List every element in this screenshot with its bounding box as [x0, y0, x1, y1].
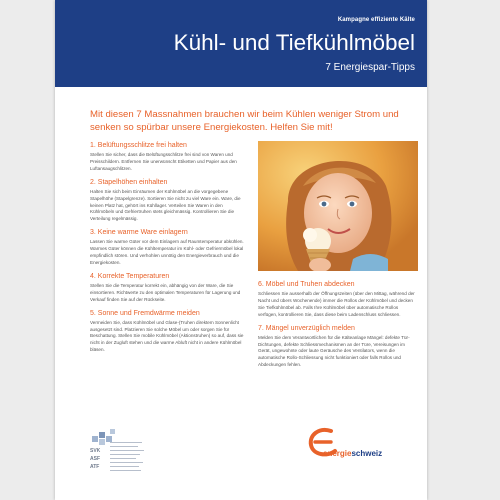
tip-body: Halten Sie sich beim Einräumen der Kühlmöbel an die vorgegebene Stapelhöhe (Stapelgrenze). Sortieren Sie nicht zu viel Ware ein. Ware, die keinen Platz hat, gehört ins Kühllager. Verteilen Sie Waren in den Kühlmöbeln und Gefriertruhen stets gleichmässig. Kontrollieren Sie die Verteilung regelmässig.: [90, 188, 241, 222]
page-title: Kühl- und Tiefkühlmöbel: [173, 30, 415, 55]
tip-heading: 1. Belüftungsschlitze frei halten: [90, 142, 187, 149]
tip-section-2: [90, 178, 248, 224]
energieschweiz-logo: [299, 427, 409, 467]
tip-body: Melden Sie dem Verantwortlichen für die Kälteanlage Mängel: defekte Tür-Dichtungen, defekte Schliessmechanismen an der Türe, Vereisungen im Gerät, ungewohnte oder laute Geräusche des Ventilators, wenn die automatische Rollo-Schliessung nicht funktioniert oder falls Rollos und Abdeckungen fehlen.: [258, 334, 410, 368]
tip-section-1: [90, 141, 248, 173]
header-banner: [55, 0, 427, 87]
tip-body: Schliessen Sie ausserhalb der Öffnungszeiten (über den Mittag, während der Nacht und übers Wochenende) immer die Rollos der Kühlmöbel und decken Sie Tiefkühlmöbel ab. Falls Ihre Kühlmöbel über automatische Rollos verfügen, kontrollieren Sie, dass diese beim Ladenschluss schliessen.: [258, 291, 415, 317]
tip-heading: 4. Korrekte Temperaturen: [90, 272, 170, 280]
tip-body: Stellen Sie sicher, dass die Belüftungsschlitze frei sind von Waren und Preisschildern. Entfernen Sie unerwünscht Etiketten und Papier aus den Luftansaugschlitzen.: [90, 152, 237, 171]
tip-section-7: [258, 324, 418, 370]
tip-body: Stellen Sie die Temperatur korrekt ein, abhängig von der Ware, die Sie einsortieren. Richtwerte zu den optimalen Temperaturen für Lagerung und Verkauf finden Sie auf der Rückseite.: [90, 282, 241, 302]
logo-word-schweiz: schweiz: [351, 449, 383, 458]
tip-heading: 6. Möbel und Truhen abdecken: [258, 281, 355, 288]
tip-heading: 5. Sonne und Fremdwärme meiden: [90, 309, 200, 317]
child-ice-cream-photo: [258, 141, 418, 271]
tip-heading: 2. Stapelhöhen einhalten: [90, 178, 168, 186]
campaign-label: Kampagne effiziente Kälte: [337, 17, 415, 23]
flyer-page: [55, 0, 427, 500]
tip-heading: 3. Keine warme Ware einlagern: [90, 229, 188, 237]
logo-wordmark: [323, 449, 382, 458]
tip-section-4: [90, 272, 248, 304]
association-code-1: SVK: [90, 448, 101, 454]
association-code-3: ATF: [90, 464, 100, 470]
page-subtitle: 7 Energiespar-Tipps: [325, 62, 415, 73]
tip-body: Lassen Sie warme Güter vor dem Einlagern auf Raumtemperatur abkühlen. Warmes Güter können die Kühltemperatur im Kühl- oder Gefriermöbel lokal empfindlich stören. Und verhohlen unnötig den Energieverbrauch und die Energiekosten.: [90, 239, 244, 265]
right-column: [258, 280, 418, 374]
tip-heading: 7. Mängel unverzüglich melden: [258, 324, 355, 332]
association-logo: [90, 428, 160, 488]
tip-section-5: [90, 309, 248, 355]
tip-section-3: [90, 228, 248, 267]
tip-section-6: [258, 280, 418, 319]
association-code-2: ASF: [90, 456, 100, 462]
tip-body: Vermeiden Sie, dass Kühlmöbel und Glase-(Truhen direktem Sonnenlicht ausgesetzt sind. Platzieren Sie solche Möbel um oder sorgen Sie für Beschattung. Stellen Sie mobile Kühlmöbel (Aktionstruhen) so auf, dass sie nicht in der Zugluft stehen und die warme Abluft nicht in andere Kühlmöbel bläsen.: [90, 319, 244, 353]
logo-word-energie: energie: [323, 449, 352, 458]
left-column: [90, 141, 248, 359]
photo-illustration: [258, 141, 418, 271]
intro-text: Mit diesen 7 Massnahmen brauchen wir beim Kühlen weniger Strom und senken so spürbar unsere Energiekosten. Helfen Sie mit!: [90, 109, 399, 133]
association-fine-print: [110, 442, 146, 474]
